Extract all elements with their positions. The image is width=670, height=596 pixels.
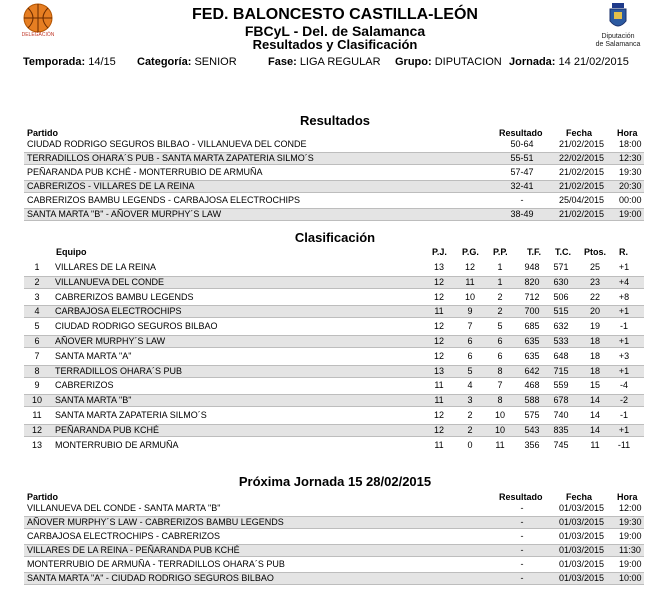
standings-r: -2 (619, 395, 628, 406)
standings-tf: 700 (524, 306, 540, 317)
standings-pj: 12 (433, 291, 444, 302)
match-date: 21/02/2015 (559, 167, 605, 177)
standings-tf: 642 (524, 365, 540, 376)
standings-row (24, 409, 644, 422)
standings-ptos: 18 (589, 336, 600, 346)
standings-pp: 2 (497, 306, 503, 317)
standings-tf: 356 (524, 439, 540, 450)
resultados-row (24, 194, 644, 207)
standings-pos: 1 (34, 262, 40, 272)
standings-pos: 7 (34, 350, 40, 361)
proxima-title: Próxima Jornada 15 28/02/2015 (238, 474, 432, 489)
match-date: 01/03/2015 (559, 517, 605, 527)
standings-row (24, 424, 644, 437)
standings-row (24, 276, 644, 289)
standings-pos: 3 (34, 291, 40, 302)
match-result: 50-64 (510, 139, 534, 149)
standings-tc: 678 (553, 395, 569, 406)
standings-pj: 12 (433, 350, 444, 361)
delegation-subtitle: FBCyL - Del. de Salamanca (244, 23, 426, 39)
standings-tf: 685 (524, 321, 540, 332)
match-name: PEÑARANDA PUB KCHÉ - MONTERRUBIO DE ARMUÑA (27, 167, 263, 177)
proxima-row (24, 530, 644, 543)
standings-ptos: 14 (589, 424, 600, 435)
proxima-header-partido: Partido (27, 492, 59, 502)
standings-pos: 12 (31, 424, 42, 435)
standings-tc: 515 (553, 306, 569, 317)
match-date: 21/02/2015 (559, 139, 605, 149)
standings-equipo: MONTERRUBIO DE ARMUÑA (55, 439, 179, 450)
match-date: 01/03/2015 (559, 559, 605, 569)
proxima-header-hora: Hora (617, 492, 638, 502)
standings-tc: 740 (553, 410, 569, 420)
standings-pg: 4 (467, 380, 473, 391)
match-name: MONTERRUBIO DE ARMUÑA - TERRADILLOS OHARA´S PUB (27, 559, 285, 569)
match-result: - (520, 517, 524, 527)
match-result: 32-41 (510, 181, 534, 191)
standings-row (24, 320, 644, 333)
standings-tf: 468 (524, 380, 540, 391)
match-time: 20:30 (619, 181, 642, 191)
standings-r: +1 (618, 365, 630, 376)
standings-pj: 12 (433, 424, 444, 435)
standings-pos: 5 (34, 321, 40, 332)
resultados-title: Resultados (299, 113, 371, 128)
standings-tc: 630 (553, 276, 569, 287)
standings-equipo: PEÑARANDA PUB KCHÉ (55, 424, 160, 435)
standings-pj: 11 (434, 380, 444, 391)
standings-ptos: 14 (589, 395, 600, 406)
match-name: VILLANUEVA DEL CONDE - SANTA MARTA "B" (27, 503, 221, 513)
standings-pg: 3 (467, 395, 473, 406)
standings-pp: 1 (497, 276, 503, 287)
standings-equipo: CABRERIZOS BAMBU LEGENDS (55, 291, 194, 302)
standings-pj: 11 (434, 439, 444, 450)
logo-right-line-2: de Salamanca (595, 41, 641, 48)
proxima-header-fecha: Fecha (566, 492, 593, 502)
match-name: CABRERIZOS BAMBU LEGENDS - CARBAJOSA ELECTROCHIPS (27, 195, 301, 205)
standings-r: -1 (619, 321, 628, 332)
standings-tf: 635 (524, 350, 540, 361)
match-date: 22/02/2015 (559, 153, 605, 163)
standings-r: +3 (618, 350, 630, 361)
standings-ptos: 25 (589, 262, 600, 272)
standings-tf: 820 (524, 276, 540, 287)
standings-ptos: 19 (589, 321, 600, 332)
standings-pj: 12 (433, 321, 444, 332)
resultados-row (24, 166, 644, 179)
standings-pos: 10 (31, 395, 42, 406)
standings-pos: 8 (34, 365, 40, 376)
match-name: CABRERIZOS - VILLARES DE LA REINA (27, 181, 195, 191)
standings-pg: 10 (464, 291, 475, 302)
standings-pp: 1 (497, 262, 503, 272)
clasif-header-tc: T.C. (555, 247, 572, 257)
standings-pp: 11 (495, 439, 505, 450)
standings-r: +1 (618, 336, 630, 346)
standings-pj: 12 (433, 410, 444, 420)
standings-row (24, 394, 644, 407)
match-name: TERRADILLOS OHARA´S PUB - SANTA MARTA ZAPATERIA SILMO´S (27, 153, 314, 163)
match-result: 38-49 (510, 209, 534, 219)
standings-ptos: 15 (589, 380, 600, 391)
resultados-header-resultado: Resultado (499, 128, 543, 138)
standings-equipo: CIUDAD RODRIGO SEGUROS BILBAO (55, 321, 218, 332)
resultados-header-hora: Hora (617, 128, 638, 138)
standings-row (24, 335, 644, 348)
standings-pp: 10 (494, 424, 505, 435)
standings-pos: 9 (34, 380, 40, 391)
match-result: - (520, 545, 524, 555)
standings-pp: 5 (497, 321, 503, 332)
standings-pos: 4 (34, 306, 40, 317)
standings-pg: 7 (467, 321, 473, 332)
match-time: 12:30 (619, 153, 642, 163)
standings-tc: 533 (553, 336, 569, 346)
standings-pos: 2 (34, 276, 40, 287)
match-time: 00:00 (619, 195, 642, 205)
standings-ptos: 11 (590, 439, 600, 450)
match-time: 11:30 (619, 545, 641, 555)
match-result: 55-51 (510, 153, 534, 163)
standings-row (24, 439, 644, 452)
standings-row (24, 291, 644, 304)
match-result: - (520, 559, 524, 569)
standings-tc: 632 (553, 321, 569, 332)
meta-temporada: Temporada: 14/15 (23, 56, 116, 68)
standings-pj: 12 (433, 276, 444, 287)
standings-pj: 11 (434, 395, 444, 406)
clasif-header-pp: P.P. (493, 247, 508, 257)
proxima-row (24, 572, 644, 585)
clasif-header-equipo: Equipo (56, 247, 87, 257)
standings-equipo: CARBAJOSA ELECTROCHIPS (55, 306, 182, 317)
clasif-header-r: R. (619, 247, 628, 257)
standings-tf: 588 (524, 395, 540, 406)
standings-pg: 2 (467, 424, 473, 435)
standings-pg: 0 (467, 439, 473, 450)
resultados-header-fecha: Fecha (566, 128, 593, 138)
standings-tf: 575 (524, 410, 540, 420)
standings-tc: 835 (553, 424, 569, 435)
standings-tc: 571 (553, 262, 569, 272)
standings-equipo: TERRADILLOS OHARA´S PUB (55, 365, 183, 376)
standings-pp: 2 (497, 291, 503, 302)
resultados-row (24, 152, 644, 165)
standings-equipo: CABRERIZOS (55, 380, 114, 391)
match-date: 21/02/2015 (559, 181, 605, 191)
match-name: AÑOVER MURPHY´S LAW - CABRERIZOS BAMBU LEGENDS (27, 517, 284, 527)
standings-row (24, 365, 644, 378)
match-time: 19:00 (619, 209, 642, 219)
standings-tf: 948 (524, 262, 540, 272)
match-name: VILLARES DE LA REINA - PEÑARANDA PUB KCHÉ (27, 545, 240, 555)
standings-equipo: SANTA MARTA "A" (55, 350, 132, 361)
standings-pj: 11 (434, 306, 444, 317)
resultados-row (24, 180, 644, 193)
standings-r: +1 (618, 306, 630, 317)
standings-r: +8 (618, 291, 630, 302)
match-time: 10:00 (619, 573, 642, 583)
match-time: 19:30 (619, 517, 642, 527)
meta-jornada: Jornada: 14 21/02/2015 (509, 56, 629, 68)
match-time: 18:00 (619, 139, 642, 149)
proxima-row (24, 516, 644, 529)
standings-pg: 2 (467, 410, 473, 420)
standings-ptos: 18 (589, 350, 600, 361)
standings-equipo: SANTA MARTA ZAPATERIA SILMO´S (55, 410, 207, 420)
match-time: 19:00 (619, 531, 642, 541)
match-time: 19:30 (619, 167, 642, 177)
standings-pg: 12 (464, 262, 475, 272)
standings-tf: 635 (524, 336, 540, 346)
clasif-header-ptos: Ptos. (584, 247, 607, 257)
match-time: 12:00 (619, 503, 642, 513)
clasif-header-pg: P.G. (462, 247, 479, 257)
standings-row (24, 261, 644, 274)
standings-r: -4 (619, 380, 628, 391)
proxima-row (24, 502, 644, 515)
standings-tc: 715 (553, 365, 569, 376)
match-date: 21/02/2015 (559, 209, 605, 219)
clasif-header-pj: P.J. (432, 247, 447, 257)
standings-pos: 13 (31, 439, 42, 450)
standings-r: +4 (618, 276, 630, 287)
standings-pg: 5 (467, 365, 473, 376)
standings-pg: 6 (467, 336, 473, 346)
match-date: 25/04/2015 (559, 195, 605, 205)
standings-ptos: 14 (589, 410, 600, 420)
standings-tf: 543 (524, 424, 540, 435)
standings-r: -1 (619, 410, 628, 420)
standings-equipo: SANTA MARTA "B" (55, 395, 132, 406)
standings-pj: 13 (433, 365, 444, 376)
standings-r: +1 (618, 424, 630, 435)
standings-equipo: AÑOVER MURPHY´S LAW (55, 336, 166, 346)
standings-pp: 6 (497, 350, 503, 361)
match-name: CARBAJOSA ELECTROCHIPS - CABRERIZOS (27, 531, 221, 541)
match-date: 01/03/2015 (559, 503, 605, 513)
standings-row (24, 305, 644, 318)
resultados-header-partido: Partido (27, 128, 59, 138)
clasif-header-tf: T.F. (527, 247, 542, 257)
match-date: 01/03/2015 (559, 573, 605, 583)
proxima-row (24, 558, 644, 571)
standings-tc: 559 (553, 380, 569, 391)
proxima-row (24, 544, 644, 557)
standings-row (24, 350, 644, 363)
logo-right-line-1: Diputación (601, 33, 635, 40)
standings-pg: 6 (467, 350, 473, 361)
standings-tc: 745 (553, 439, 569, 450)
standings-tc: 648 (553, 350, 569, 361)
match-date: 01/03/2015 (559, 531, 605, 541)
federation-title: FED. BALONCESTO CASTILLA-LEÓN (192, 6, 478, 23)
standings-ptos: 23 (589, 276, 600, 287)
standings-pp: 7 (497, 380, 503, 391)
proxima-header-resultado: Resultado (499, 492, 543, 502)
match-result: 57-47 (510, 167, 534, 177)
standings-pg: 11 (465, 276, 475, 287)
resultados-row (24, 138, 644, 151)
logo-left-caption: DELEGACIÓN (21, 32, 55, 38)
standings-pp: 8 (497, 395, 503, 406)
standings-ptos: 20 (589, 306, 600, 317)
report-title: Resultados y Clasificación (252, 37, 418, 52)
meta-fase: Fase: LIGA REGULAR (268, 56, 381, 68)
meta-categoria: Categoría: SENIOR (137, 56, 237, 68)
match-name: CIUDAD RODRIGO SEGUROS BILBAO - VILLANUEVA DEL CONDE (27, 139, 307, 149)
standings-row (24, 379, 644, 392)
standings-equipo: VILLANUEVA DEL CONDE (55, 276, 165, 287)
match-result: - (520, 531, 524, 541)
match-result: - (520, 195, 524, 205)
resultados-row (24, 208, 644, 221)
standings-r: +1 (618, 262, 630, 272)
standings-pp: 8 (497, 365, 503, 376)
standings-pp: 6 (497, 336, 503, 346)
match-time: 19:00 (619, 559, 642, 569)
standings-pos: 6 (34, 336, 40, 346)
standings-pj: 12 (433, 336, 444, 346)
clasificacion-title: Clasificación (294, 230, 376, 245)
standings-ptos: 18 (589, 365, 600, 376)
standings-equipo: VILLARES DE LA REINA (55, 262, 157, 272)
standings-pp: 10 (494, 410, 505, 420)
match-name: SANTA MARTA "A" - CIUDAD RODRIGO SEGUROS BILBAO (27, 573, 274, 583)
standings-tc: 506 (553, 291, 569, 302)
standings-ptos: 22 (589, 291, 600, 302)
standings-r: -11 (617, 439, 631, 450)
match-result: - (520, 503, 524, 513)
standings-tf: 712 (524, 291, 540, 302)
meta-grupo: Grupo: DIPUTACION (395, 56, 502, 68)
match-result: - (520, 573, 524, 583)
match-name: SANTA MARTA "B" - AÑOVER MURPHY´S LAW (27, 209, 222, 219)
standings-pos: 11 (32, 410, 42, 420)
standings-pg: 9 (467, 306, 473, 317)
standings-pj: 13 (433, 262, 444, 272)
match-date: 01/03/2015 (559, 545, 605, 555)
